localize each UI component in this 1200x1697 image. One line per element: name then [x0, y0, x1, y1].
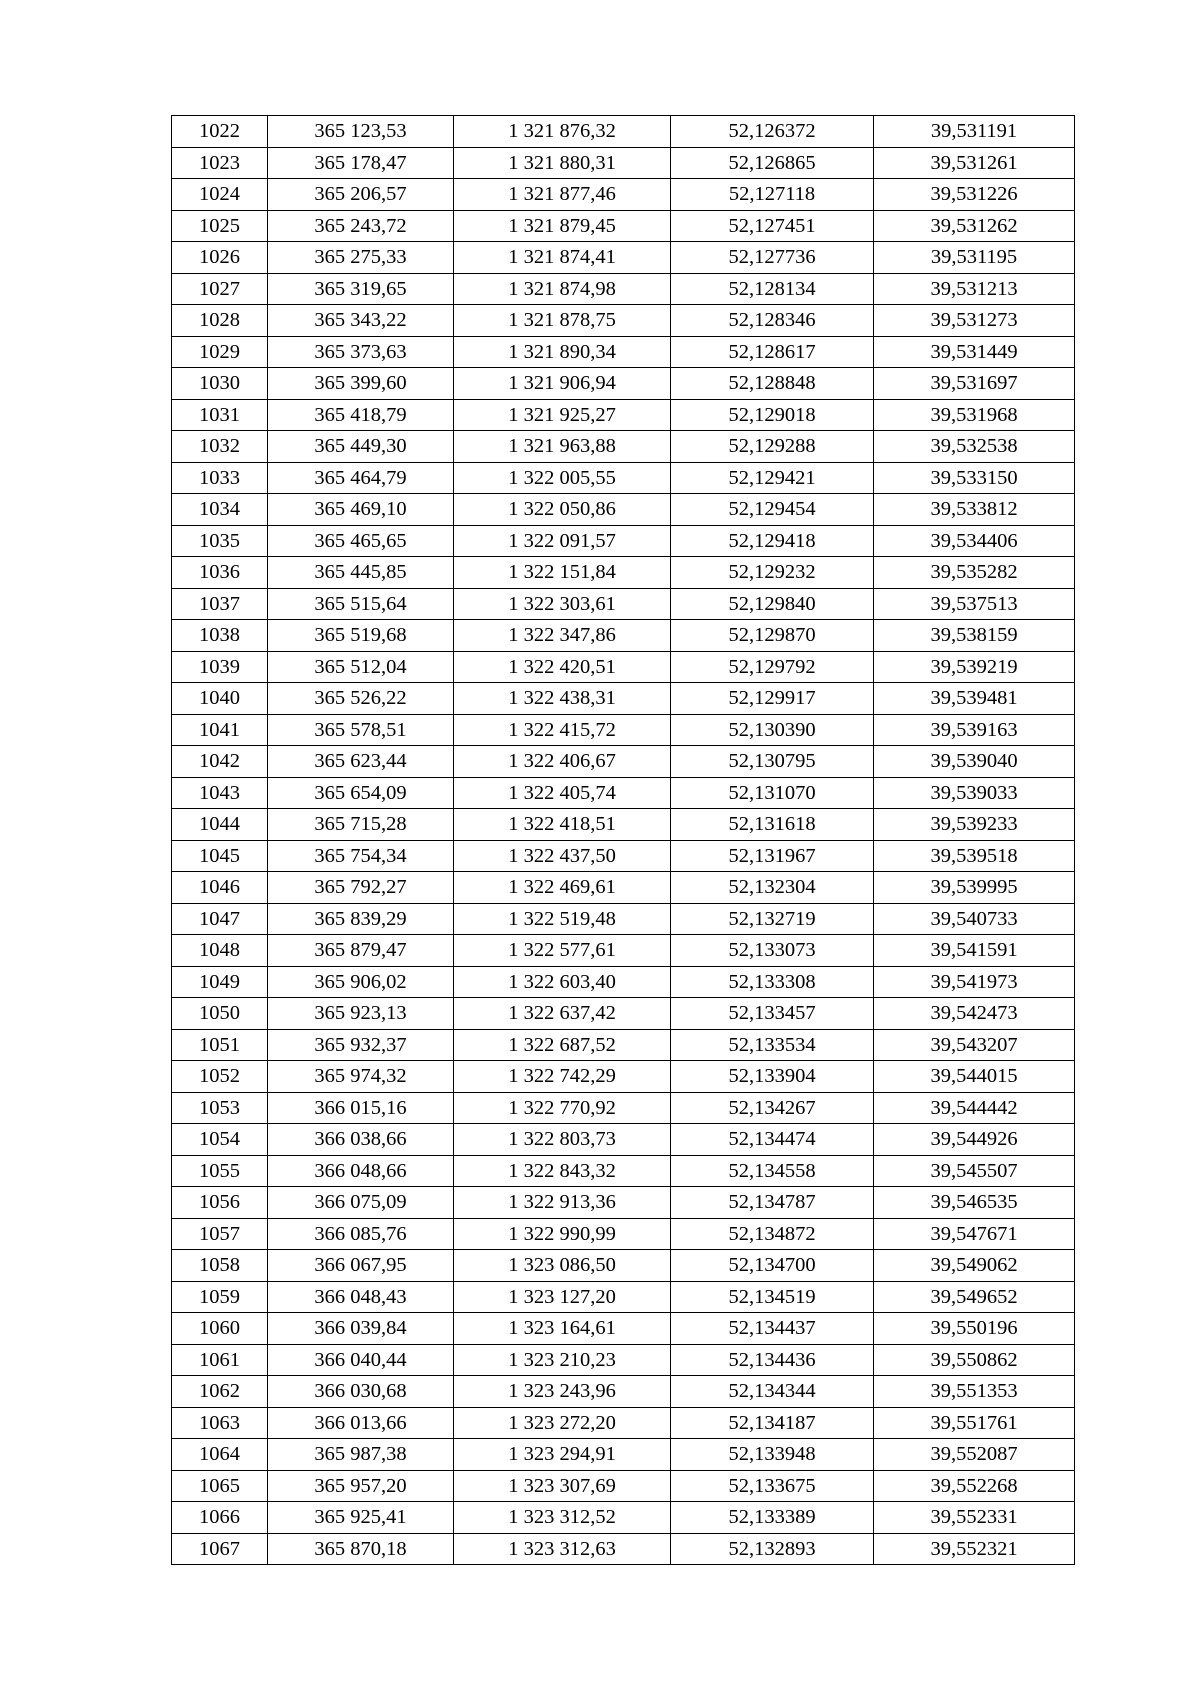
y-coordinate-cell: 1 321 876,32: [454, 116, 671, 148]
x-coordinate-cell: 366 039,84: [268, 1313, 454, 1345]
x-coordinate-cell: 365 206,57: [268, 179, 454, 211]
y-coordinate-cell: 1 322 742,29: [454, 1061, 671, 1093]
longitude-cell: 39,531968: [874, 399, 1075, 431]
point-number-cell: 1050: [172, 998, 268, 1030]
x-coordinate-cell: 366 075,09: [268, 1187, 454, 1219]
latitude-cell: 52,130795: [671, 746, 874, 778]
longitude-cell: 39,552087: [874, 1439, 1075, 1471]
x-coordinate-cell: 365 987,38: [268, 1439, 454, 1471]
latitude-cell: 52,129232: [671, 557, 874, 589]
point-number-cell: 1035: [172, 525, 268, 557]
point-number-cell: 1027: [172, 273, 268, 305]
point-number-cell: 1051: [172, 1029, 268, 1061]
y-coordinate-cell: 1 322 637,42: [454, 998, 671, 1030]
latitude-cell: 52,132893: [671, 1533, 874, 1565]
longitude-cell: 39,531261: [874, 147, 1075, 179]
x-coordinate-cell: 366 030,68: [268, 1376, 454, 1408]
longitude-cell: 39,539219: [874, 651, 1075, 683]
table-row: [172, 1155, 1075, 1187]
x-coordinate-cell: 366 015,16: [268, 1092, 454, 1124]
y-coordinate-cell: 1 322 406,67: [454, 746, 671, 778]
longitude-cell: 39,541591: [874, 935, 1075, 967]
y-coordinate-cell: 1 322 687,52: [454, 1029, 671, 1061]
point-number-cell: 1034: [172, 494, 268, 526]
coordinates-table-body: [172, 116, 1075, 1565]
latitude-cell: 52,134474: [671, 1124, 874, 1156]
x-coordinate-cell: 366 013,66: [268, 1407, 454, 1439]
y-coordinate-cell: 1 322 420,51: [454, 651, 671, 683]
y-coordinate-cell: 1 322 415,72: [454, 714, 671, 746]
point-number-cell: 1038: [172, 620, 268, 652]
longitude-cell: 39,539481: [874, 683, 1075, 715]
x-coordinate-cell: 365 469,10: [268, 494, 454, 526]
latitude-cell: 52,132304: [671, 872, 874, 904]
point-number-cell: 1042: [172, 746, 268, 778]
latitude-cell: 52,129917: [671, 683, 874, 715]
x-coordinate-cell: 365 512,04: [268, 651, 454, 683]
x-coordinate-cell: 365 373,63: [268, 336, 454, 368]
point-number-cell: 1045: [172, 840, 268, 872]
point-number-cell: 1041: [172, 714, 268, 746]
x-coordinate-cell: 366 085,76: [268, 1218, 454, 1250]
latitude-cell: 52,126372: [671, 116, 874, 148]
latitude-cell: 52,126865: [671, 147, 874, 179]
latitude-cell: 52,131070: [671, 777, 874, 809]
latitude-cell: 52,131618: [671, 809, 874, 841]
longitude-cell: 39,531213: [874, 273, 1075, 305]
y-coordinate-cell: 1 323 086,50: [454, 1250, 671, 1282]
y-coordinate-cell: 1 321 879,45: [454, 210, 671, 242]
x-coordinate-cell: 365 754,34: [268, 840, 454, 872]
point-number-cell: 1058: [172, 1250, 268, 1282]
longitude-cell: 39,546535: [874, 1187, 1075, 1219]
latitude-cell: 52,133904: [671, 1061, 874, 1093]
point-number-cell: 1029: [172, 336, 268, 368]
x-coordinate-cell: 365 449,30: [268, 431, 454, 463]
table-row: [172, 273, 1075, 305]
y-coordinate-cell: 1 322 151,84: [454, 557, 671, 589]
point-number-cell: 1036: [172, 557, 268, 589]
table-row: [172, 557, 1075, 589]
table-row: [172, 1092, 1075, 1124]
point-number-cell: 1052: [172, 1061, 268, 1093]
y-coordinate-cell: 1 323 294,91: [454, 1439, 671, 1471]
latitude-cell: 52,128134: [671, 273, 874, 305]
latitude-cell: 52,129418: [671, 525, 874, 557]
longitude-cell: 39,550196: [874, 1313, 1075, 1345]
x-coordinate-cell: 365 957,20: [268, 1470, 454, 1502]
latitude-cell: 52,133675: [671, 1470, 874, 1502]
latitude-cell: 52,134437: [671, 1313, 874, 1345]
longitude-cell: 39,531697: [874, 368, 1075, 400]
longitude-cell: 39,531191: [874, 116, 1075, 148]
table-row: [172, 494, 1075, 526]
longitude-cell: 39,543207: [874, 1029, 1075, 1061]
y-coordinate-cell: 1 321 890,34: [454, 336, 671, 368]
latitude-cell: 52,133534: [671, 1029, 874, 1061]
y-coordinate-cell: 1 322 469,61: [454, 872, 671, 904]
y-coordinate-cell: 1 323 127,20: [454, 1281, 671, 1313]
table-row: [172, 1029, 1075, 1061]
table-row: [172, 746, 1075, 778]
table-row: [172, 399, 1075, 431]
point-number-cell: 1046: [172, 872, 268, 904]
y-coordinate-cell: 1 323 312,52: [454, 1502, 671, 1534]
coordinates-table: [171, 115, 1075, 1565]
table-row: [172, 714, 1075, 746]
longitude-cell: 39,551353: [874, 1376, 1075, 1408]
x-coordinate-cell: 365 526,22: [268, 683, 454, 715]
table-row: [172, 1344, 1075, 1376]
longitude-cell: 39,551761: [874, 1407, 1075, 1439]
latitude-cell: 52,130390: [671, 714, 874, 746]
table-row: [172, 588, 1075, 620]
table-row: [172, 305, 1075, 337]
longitude-cell: 39,549652: [874, 1281, 1075, 1313]
latitude-cell: 52,133457: [671, 998, 874, 1030]
x-coordinate-cell: 365 974,32: [268, 1061, 454, 1093]
x-coordinate-cell: 365 275,33: [268, 242, 454, 274]
x-coordinate-cell: 365 623,44: [268, 746, 454, 778]
table-row: [172, 777, 1075, 809]
table-row: [172, 336, 1075, 368]
latitude-cell: 52,133389: [671, 1502, 874, 1534]
table-row: [172, 368, 1075, 400]
x-coordinate-cell: 365 515,64: [268, 588, 454, 620]
x-coordinate-cell: 365 870,18: [268, 1533, 454, 1565]
y-coordinate-cell: 1 321 877,46: [454, 179, 671, 211]
x-coordinate-cell: 365 906,02: [268, 966, 454, 998]
x-coordinate-cell: 365 465,65: [268, 525, 454, 557]
point-number-cell: 1066: [172, 1502, 268, 1534]
x-coordinate-cell: 366 048,43: [268, 1281, 454, 1313]
point-number-cell: 1063: [172, 1407, 268, 1439]
x-coordinate-cell: 365 578,51: [268, 714, 454, 746]
latitude-cell: 52,129018: [671, 399, 874, 431]
table-row: [172, 1533, 1075, 1565]
y-coordinate-cell: 1 323 164,61: [454, 1313, 671, 1345]
point-number-cell: 1048: [172, 935, 268, 967]
point-number-cell: 1060: [172, 1313, 268, 1345]
y-coordinate-cell: 1 322 050,86: [454, 494, 671, 526]
y-coordinate-cell: 1 322 803,73: [454, 1124, 671, 1156]
y-coordinate-cell: 1 321 878,75: [454, 305, 671, 337]
longitude-cell: 39,532538: [874, 431, 1075, 463]
latitude-cell: 52,133948: [671, 1439, 874, 1471]
point-number-cell: 1064: [172, 1439, 268, 1471]
y-coordinate-cell: 1 323 312,63: [454, 1533, 671, 1565]
x-coordinate-cell: 365 932,37: [268, 1029, 454, 1061]
longitude-cell: 39,531195: [874, 242, 1075, 274]
latitude-cell: 52,128346: [671, 305, 874, 337]
point-number-cell: 1057: [172, 1218, 268, 1250]
x-coordinate-cell: 365 792,27: [268, 872, 454, 904]
longitude-cell: 39,539040: [874, 746, 1075, 778]
latitude-cell: 52,128617: [671, 336, 874, 368]
y-coordinate-cell: 1 322 347,86: [454, 620, 671, 652]
latitude-cell: 52,134872: [671, 1218, 874, 1250]
table-row: [172, 431, 1075, 463]
longitude-cell: 39,545507: [874, 1155, 1075, 1187]
longitude-cell: 39,552331: [874, 1502, 1075, 1534]
y-coordinate-cell: 1 323 210,23: [454, 1344, 671, 1376]
point-number-cell: 1031: [172, 399, 268, 431]
y-coordinate-cell: 1 322 843,32: [454, 1155, 671, 1187]
longitude-cell: 39,547671: [874, 1218, 1075, 1250]
point-number-cell: 1061: [172, 1344, 268, 1376]
latitude-cell: 52,134787: [671, 1187, 874, 1219]
y-coordinate-cell: 1 321 906,94: [454, 368, 671, 400]
point-number-cell: 1024: [172, 179, 268, 211]
y-coordinate-cell: 1 322 519,48: [454, 903, 671, 935]
x-coordinate-cell: 365 654,09: [268, 777, 454, 809]
table-row: [172, 966, 1075, 998]
point-number-cell: 1047: [172, 903, 268, 935]
table-row: [172, 462, 1075, 494]
y-coordinate-cell: 1 322 438,31: [454, 683, 671, 715]
latitude-cell: 52,133308: [671, 966, 874, 998]
longitude-cell: 39,539518: [874, 840, 1075, 872]
x-coordinate-cell: 365 178,47: [268, 147, 454, 179]
point-number-cell: 1028: [172, 305, 268, 337]
table-row: [172, 210, 1075, 242]
y-coordinate-cell: 1 321 925,27: [454, 399, 671, 431]
x-coordinate-cell: 365 123,53: [268, 116, 454, 148]
point-number-cell: 1043: [172, 777, 268, 809]
point-number-cell: 1026: [172, 242, 268, 274]
longitude-cell: 39,541973: [874, 966, 1075, 998]
latitude-cell: 52,134344: [671, 1376, 874, 1408]
longitude-cell: 39,549062: [874, 1250, 1075, 1282]
latitude-cell: 52,129421: [671, 462, 874, 494]
y-coordinate-cell: 1 323 272,20: [454, 1407, 671, 1439]
latitude-cell: 52,132719: [671, 903, 874, 935]
point-number-cell: 1039: [172, 651, 268, 683]
longitude-cell: 39,540733: [874, 903, 1075, 935]
table-row: [172, 1470, 1075, 1502]
point-number-cell: 1032: [172, 431, 268, 463]
table-row: [172, 179, 1075, 211]
table-row: [172, 998, 1075, 1030]
x-coordinate-cell: 365 343,22: [268, 305, 454, 337]
point-number-cell: 1059: [172, 1281, 268, 1313]
x-coordinate-cell: 365 925,41: [268, 1502, 454, 1534]
table-row: [172, 116, 1075, 148]
x-coordinate-cell: 366 048,66: [268, 1155, 454, 1187]
point-number-cell: 1053: [172, 1092, 268, 1124]
table-row: [172, 1218, 1075, 1250]
latitude-cell: 52,134558: [671, 1155, 874, 1187]
longitude-cell: 39,544015: [874, 1061, 1075, 1093]
y-coordinate-cell: 1 322 005,55: [454, 462, 671, 494]
y-coordinate-cell: 1 322 418,51: [454, 809, 671, 841]
longitude-cell: 39,535282: [874, 557, 1075, 589]
longitude-cell: 39,542473: [874, 998, 1075, 1030]
x-coordinate-cell: 365 839,29: [268, 903, 454, 935]
latitude-cell: 52,134267: [671, 1092, 874, 1124]
y-coordinate-cell: 1 322 770,92: [454, 1092, 671, 1124]
latitude-cell: 52,129870: [671, 620, 874, 652]
table-row: [172, 1502, 1075, 1534]
x-coordinate-cell: 365 445,85: [268, 557, 454, 589]
latitude-cell: 52,127736: [671, 242, 874, 274]
table-row: [172, 147, 1075, 179]
longitude-cell: 39,531449: [874, 336, 1075, 368]
longitude-cell: 39,552268: [874, 1470, 1075, 1502]
y-coordinate-cell: 1 322 091,57: [454, 525, 671, 557]
point-number-cell: 1023: [172, 147, 268, 179]
latitude-cell: 52,129792: [671, 651, 874, 683]
table-row: [172, 525, 1075, 557]
y-coordinate-cell: 1 321 963,88: [454, 431, 671, 463]
x-coordinate-cell: 365 879,47: [268, 935, 454, 967]
x-coordinate-cell: 365 418,79: [268, 399, 454, 431]
x-coordinate-cell: 365 715,28: [268, 809, 454, 841]
table-row: [172, 1407, 1075, 1439]
x-coordinate-cell: 366 038,66: [268, 1124, 454, 1156]
point-number-cell: 1054: [172, 1124, 268, 1156]
longitude-cell: 39,544442: [874, 1092, 1075, 1124]
point-number-cell: 1049: [172, 966, 268, 998]
point-number-cell: 1025: [172, 210, 268, 242]
latitude-cell: 52,127451: [671, 210, 874, 242]
table-row: [172, 1124, 1075, 1156]
latitude-cell: 52,127118: [671, 179, 874, 211]
y-coordinate-cell: 1 322 990,99: [454, 1218, 671, 1250]
x-coordinate-cell: 365 519,68: [268, 620, 454, 652]
x-coordinate-cell: 365 243,72: [268, 210, 454, 242]
table-row: [172, 872, 1075, 904]
longitude-cell: 39,537513: [874, 588, 1075, 620]
x-coordinate-cell: 365 923,13: [268, 998, 454, 1030]
longitude-cell: 39,550862: [874, 1344, 1075, 1376]
table-row: [172, 1376, 1075, 1408]
latitude-cell: 52,133073: [671, 935, 874, 967]
point-number-cell: 1056: [172, 1187, 268, 1219]
y-coordinate-cell: 1 322 405,74: [454, 777, 671, 809]
y-coordinate-cell: 1 322 577,61: [454, 935, 671, 967]
longitude-cell: 39,538159: [874, 620, 1075, 652]
point-number-cell: 1033: [172, 462, 268, 494]
longitude-cell: 39,539163: [874, 714, 1075, 746]
latitude-cell: 52,129288: [671, 431, 874, 463]
longitude-cell: 39,533150: [874, 462, 1075, 494]
table-row: [172, 242, 1075, 274]
table-row: [172, 935, 1075, 967]
y-coordinate-cell: 1 322 603,40: [454, 966, 671, 998]
longitude-cell: 39,531273: [874, 305, 1075, 337]
x-coordinate-cell: 365 399,60: [268, 368, 454, 400]
longitude-cell: 39,534406: [874, 525, 1075, 557]
y-coordinate-cell: 1 321 874,41: [454, 242, 671, 274]
longitude-cell: 39,531262: [874, 210, 1075, 242]
y-coordinate-cell: 1 321 874,98: [454, 273, 671, 305]
table-row: [172, 840, 1075, 872]
y-coordinate-cell: 1 321 880,31: [454, 147, 671, 179]
x-coordinate-cell: 366 067,95: [268, 1250, 454, 1282]
table-row: [172, 683, 1075, 715]
table-row: [172, 809, 1075, 841]
y-coordinate-cell: 1 322 913,36: [454, 1187, 671, 1219]
table-row: [172, 1439, 1075, 1471]
table-row: [172, 1061, 1075, 1093]
y-coordinate-cell: 1 323 243,96: [454, 1376, 671, 1408]
point-number-cell: 1044: [172, 809, 268, 841]
longitude-cell: 39,539233: [874, 809, 1075, 841]
y-coordinate-cell: 1 322 437,50: [454, 840, 671, 872]
point-number-cell: 1067: [172, 1533, 268, 1565]
longitude-cell: 39,539033: [874, 777, 1075, 809]
longitude-cell: 39,552321: [874, 1533, 1075, 1565]
point-number-cell: 1040: [172, 683, 268, 715]
latitude-cell: 52,134519: [671, 1281, 874, 1313]
table-row: [172, 1250, 1075, 1282]
longitude-cell: 39,531226: [874, 179, 1075, 211]
latitude-cell: 52,128848: [671, 368, 874, 400]
point-number-cell: 1030: [172, 368, 268, 400]
table-row: [172, 620, 1075, 652]
table-row: [172, 651, 1075, 683]
x-coordinate-cell: 366 040,44: [268, 1344, 454, 1376]
latitude-cell: 52,131967: [671, 840, 874, 872]
point-number-cell: 1062: [172, 1376, 268, 1408]
latitude-cell: 52,129454: [671, 494, 874, 526]
x-coordinate-cell: 365 464,79: [268, 462, 454, 494]
y-coordinate-cell: 1 323 307,69: [454, 1470, 671, 1502]
longitude-cell: 39,533812: [874, 494, 1075, 526]
table-row: [172, 903, 1075, 935]
table-row: [172, 1187, 1075, 1219]
longitude-cell: 39,544926: [874, 1124, 1075, 1156]
x-coordinate-cell: 365 319,65: [268, 273, 454, 305]
latitude-cell: 52,134187: [671, 1407, 874, 1439]
latitude-cell: 52,134700: [671, 1250, 874, 1282]
table-row: [172, 1313, 1075, 1345]
longitude-cell: 39,539995: [874, 872, 1075, 904]
point-number-cell: 1065: [172, 1470, 268, 1502]
point-number-cell: 1037: [172, 588, 268, 620]
latitude-cell: 52,129840: [671, 588, 874, 620]
latitude-cell: 52,134436: [671, 1344, 874, 1376]
point-number-cell: 1022: [172, 116, 268, 148]
point-number-cell: 1055: [172, 1155, 268, 1187]
table-row: [172, 1281, 1075, 1313]
y-coordinate-cell: 1 322 303,61: [454, 588, 671, 620]
